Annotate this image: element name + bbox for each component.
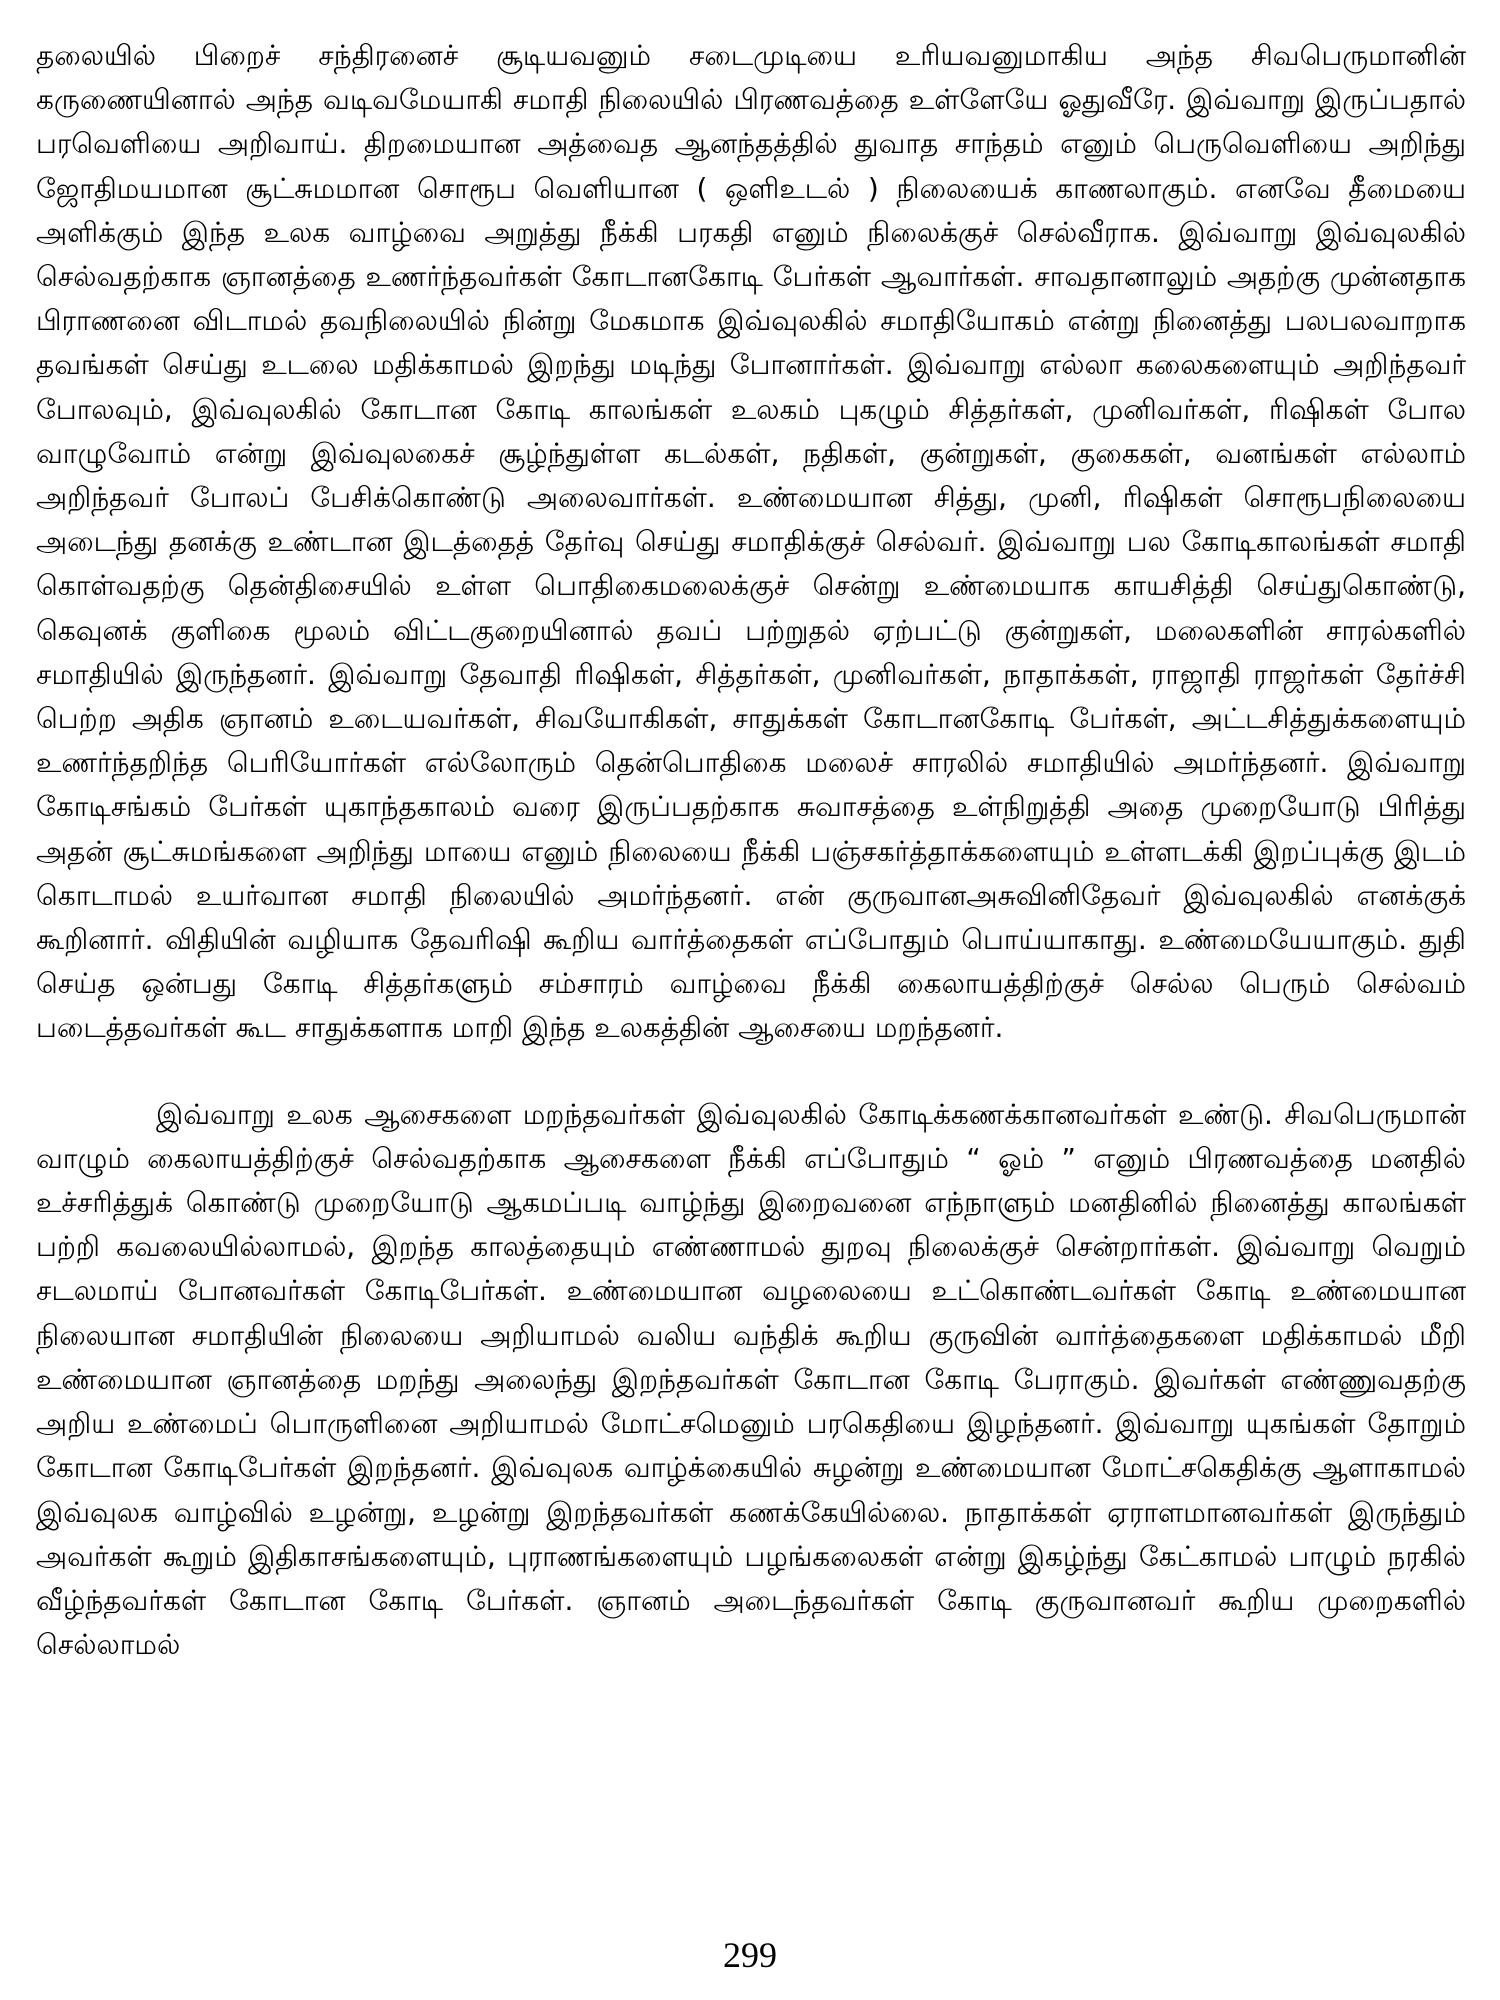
document-page <box>36 34 1466 1964</box>
body-paragraph-2: இவ்வாறு உலக ஆசைகளை மறந்தவர்கள் இவ்வுலகில் கோடிக்கணக்கானவர்கள் உண்டு. சிவபெருமான் வாழும் கைலாயத்திற்குச் செல்வதற்காக ஆசைகளை நீக்கி எப்போதும் “ ஓம் ” எனும் பிரணவத்தை மனதில் உச்சரித்துக் கொண்டு முறையோடு ஆகமப்படி வாழ்ந்து இறைவனை எந்நாளும் மனதினில் நினைத்து காலங்கள் பற்றி கவலையில்லாமல், இறந்த காலத்தையும் எண்ணாமல் துறவு நிலைக்குச் சென்றார்கள். இவ்வாறு வெறும் சடலமாய் போனவர்கள் கோடிபேர்கள். உண்மையான வழலையை உட்கொண்டவர்கள் கோடி உண்மையான நிலையான சமாதியின் நிலையை அறியாமல் வலிய வந்திக் கூறிய குருவின் வார்த்தைகளை மதிக்காமல் மீறி உண்மையான ஞானத்தை மறந்து அலைந்து இறந்தவர்கள் கோடான கோடி பேராகும். இவர்கள் எண்ணுவதற்கு அறிய உண்மைப் பொருளினை அறியாமல் மோட்சமெனும் பரகெதியை இழந்தனர். இவ்வாறு யுகங்கள் தோறும் கோடான கோடிபேர்கள் இறந்தனர். இவ்வுலக வாழ்க்கையில் சுழன்று உண்மையான மோட்சகெதிக்கு ஆளாகாமல் இவ்வுலக வாழ்வில் உழன்று, உழன்று இறந்தவர்கள் கணக்கேயில்லை. நாதாக்கள் ஏராளமானவர்கள் இருந்தும் அவர்கள் கூறும் இதிகாசங்களையும், புராணங்களையும் பழங்கலைகள் என்று இகழ்ந்து கேட்காமல் பாழும் நரகில் வீழ்ந்தவர்கள் கோடான கோடி பேர்கள். ஞானம் அடைந்தவர்கள் கோடி குருவானவர் கூறிய முறைகளில் செல்லாமல் <box>36 1097 1466 1662</box>
body-paragraph-1: தலையில் பிறைச் சந்திரனைச் சூடியவனும் சடைமுடியை உரியவனுமாகிய அந்த சிவபெருமானின் கருணையினால் அந்த வடிவமேயாகி சமாதி நிலையில் பிரணவத்தை உள்ளேயே ஓதுவீரே. இவ்வாறு இருப்பதால் பரவெளியை அறிவாய். திறமையான அத்வைத ஆனந்தத்தில் துவாத சாந்தம் எனும் பெருவெளியை அறிந்து ஜோதிமயமான சூட்சுமமான சொரூப வெளியான ( ஒளிஉடல் ) நிலையைக் காணலாகும். எனவே தீமையை அளிக்கும் இந்த உலக வாழ்வை அறுத்து நீக்கி பரகதி எனும் நிலைக்குச் செல்வீராக. இவ்வாறு இவ்வுலகில் செல்வதற்காக ஞானத்தை உணர்ந்தவர்கள் கோடானகோடி பேர்கள் ஆவார்கள். சாவதானாலும் அதற்கு முன்னதாக பிராணனை விடாமல் தவநிலையில் நின்று மேகமாக இவ்வுலகில் சமாதியோகம் என்று நினைத்து பலபலவாறாக தவங்கள் செய்து உடலை மதிக்காமல் இறந்து மடிந்து போனார்கள். இவ்வாறு எல்லா கலைகளையும் அறிந்தவர் போலவும், இவ்வுலகில் கோடான கோடி காலங்கள் உலகம் புகழும் சித்தர்கள், முனிவர்கள், ரிஷிகள் போல வாழுவோம் என்று இவ்வுலகைச் சூழ்ந்துள்ள கடல்கள், நதிகள், குன்றுகள், குகைகள், வனங்கள் எல்லாம் அறிந்தவர் போலப் பேசிக்கொண்டு அலைவார்கள். உண்மையான சித்து, முனி, ரிஷிகள் சொரூபநிலையை அடைந்து தனக்கு உண்டான இடத்தைத் தேர்வு செய்து சமாதிக்குச் செல்வர். இவ்வாறு பல கோடிகாலங்கள் சமாதி கொள்வதற்கு தென்திசையில் உள்ள பொதிகைமலைக்குச் சென்று உண்மையாக காயசித்தி செய்துகொண்டு, கெவுனக் குளிகை மூலம் விட்டகுறையினால் தவப் பற்றுதல் ஏற்பட்டு குன்றுகள், மலைகளின் சாரல்களில் சமாதியில் இருந்தனர். இவ்வாறு தேவாதி ரிஷிகள், சித்தர்கள், முனிவர்கள், நாதாக்கள், ராஜாதி ராஜர்கள் தேர்ச்சி பெற்ற அதிக ஞானம் உடையவர்கள், சிவயோகிகள், சாதுக்கள் கோடானகோடி பேர்கள், அட்டசித்துக்களையும் உணர்ந்தறிந்த பெரியோர்கள் எல்லோரும் தென்பொதிகை மலைச் சாரலில் சமாதியில் அமர்ந்தனர். இவ்வாறு கோடிசங்கம் பேர்கள் யுகாந்தகாலம் வரை இருப்பதற்காக சுவாசத்தை உள்நிறுத்தி அதை முறையோடு பிரித்து அதன் சூட்சுமங்களை அறிந்து மாயை எனும் நிலையை நீக்கி பஞ்சகர்த்தாக்களையும் உள்ளடக்கி இறப்புக்கு இடம் கொடாமல் உயர்வான சமாதி நிலையில் அமர்ந்தனர். என் குருவானஅசுவினிதேவர் இவ்வுலகில் எனக்குக் கூறினார். விதியின் வழியாக தேவரிஷி கூறிய வார்த்தைகள் எப்போதும் பொய்யாகாது. உண்மையேயாகும். துதி செய்த ஒன்பது கோடி சித்தர்களும் சம்சாரம் வாழ்வை நீக்கி கைலாயத்திற்குச் செல்ல பெரும் செல்வம் படைத்தவர்கள் கூட சாதுக்களாக மாறி இந்த உலகத்தின் ஆசையை மறந்தனர். <box>36 39 1466 1045</box>
page-number: 299 <box>723 1935 777 1975</box>
